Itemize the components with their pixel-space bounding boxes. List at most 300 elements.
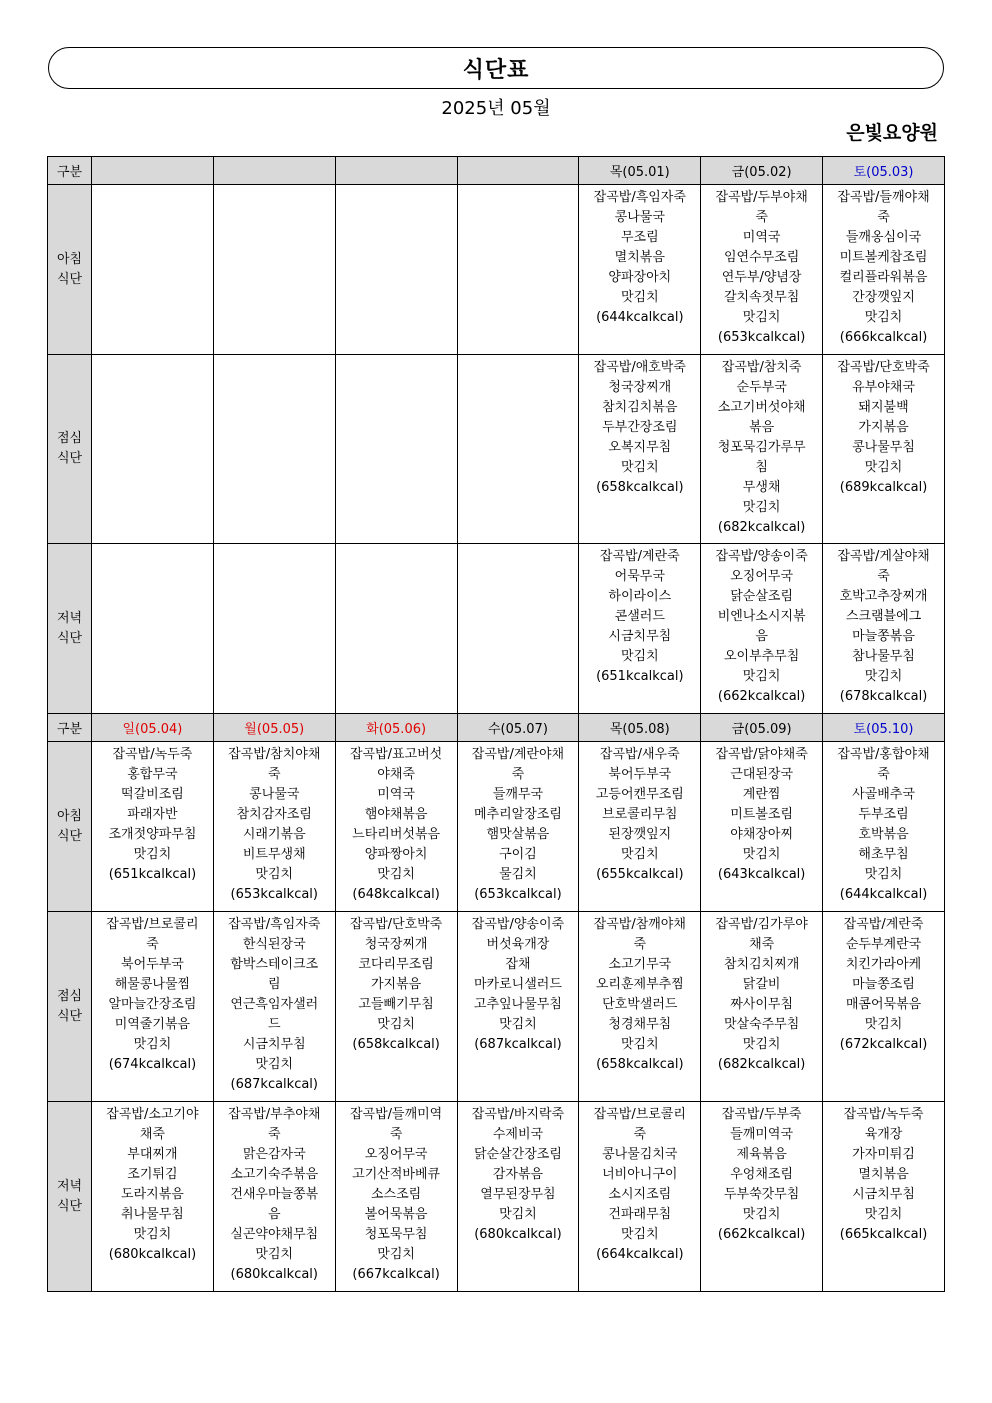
menu-item: 맛살숙주무침	[723, 1017, 800, 1032]
menu-cell	[701, 185, 823, 355]
menu-item: (653kcalkcal)	[230, 887, 318, 902]
menu-item: 두부쑥갓무침	[723, 1187, 800, 1202]
menu-item: 마늘쫑조림	[852, 977, 915, 992]
menu-item: 죽	[877, 569, 890, 584]
menu-cell	[213, 544, 335, 714]
menu-item: 죽	[267, 1127, 281, 1142]
menu-cell	[579, 185, 701, 355]
day-header: 목(05.01)	[579, 157, 701, 185]
menu-item: 잡곡밥/홍합야채	[837, 747, 930, 762]
menu-item: 맛김치	[742, 847, 781, 862]
menu-item: 닭순살간장조림	[474, 1147, 562, 1162]
menu-item: 연두부/양념장	[721, 270, 802, 285]
menu-item: 북어두부국	[608, 767, 672, 782]
menu-item: (658kcalkcal)	[596, 1057, 684, 1072]
menu-item: (658kcalkcal)	[352, 1037, 440, 1052]
menu-item: 잡곡밥/들깨미역	[349, 1107, 443, 1122]
menu-item: 림	[267, 977, 281, 992]
menu-cell	[213, 742, 335, 912]
menu-item: 맛김치	[742, 669, 781, 684]
menu-item: 북어두부국	[121, 957, 184, 972]
menu-item: 사골배추국	[852, 787, 915, 802]
menu-cell	[457, 912, 579, 1102]
menu-item: 건새우마늘쫑볶	[230, 1187, 319, 1202]
menu-item: 잡곡밥/녹두죽	[843, 1107, 924, 1122]
menu-item: 소스조림	[370, 1187, 422, 1202]
menu-item: 죽	[633, 1127, 647, 1142]
menu-item: 죽	[389, 1127, 403, 1142]
menu-item: 취나물무침	[121, 1207, 184, 1222]
meal-row	[48, 185, 945, 355]
menu-item: 잡곡밥/브로콜리	[106, 917, 199, 932]
menu-item: 맛김치	[133, 847, 172, 862]
menu-item: 컬리플라워볶음	[839, 270, 928, 285]
meal-row	[48, 355, 945, 544]
menu-item: 너비아니구이	[602, 1167, 678, 1182]
menu-item: 미역줄기볶음	[114, 1017, 191, 1032]
menu-item: 잡곡밥/단호박죽	[349, 917, 443, 932]
menu-item: (667kcalkcal)	[352, 1267, 440, 1282]
menu-item: (680kcalkcal)	[108, 1247, 197, 1262]
menu-item: 맛김치	[255, 867, 294, 882]
menu-item: 잡곡밥/표고버섯	[349, 747, 443, 762]
menu-cell	[823, 1102, 945, 1292]
menu-item: (682kcalkcal)	[717, 520, 806, 535]
menu-cell	[823, 544, 945, 714]
menu-item: 잡곡밥/양송이죽	[471, 917, 565, 932]
menu-item: 오징어무국	[364, 1147, 428, 1162]
menu-item: 순두부계란국	[845, 937, 922, 952]
menu-item: 맛김치	[377, 1247, 415, 1262]
menu-item: 음	[755, 629, 768, 644]
menu-item: 죽	[633, 937, 647, 952]
day-header	[213, 157, 335, 185]
menu-item: 맛김치	[620, 1227, 659, 1242]
menu-item: (678kcalkcal)	[839, 689, 928, 704]
menu-cell	[92, 912, 214, 1102]
menu-item: 느타리버섯볶음	[352, 827, 441, 842]
day-header	[335, 157, 457, 185]
menu-item: (643kcalkcal)	[717, 867, 806, 882]
day-header	[92, 157, 214, 185]
menu-cell	[823, 185, 945, 355]
menu-item: 잡곡밥/바지락죽	[471, 1107, 565, 1122]
menu-item: 맛김치	[255, 1247, 294, 1262]
menu-item: 시금치무침	[852, 1187, 915, 1202]
menu-item: 감자볶음	[492, 1167, 544, 1182]
menu-item: 참치김치찌개	[723, 957, 800, 972]
menu-cell	[457, 185, 579, 355]
day-header: 토(05.03)	[823, 157, 945, 185]
menu-item: 잡곡밥/브로콜리	[593, 1107, 686, 1122]
menu-item: 구이김	[499, 847, 537, 862]
menu-item: 열무된장무침	[480, 1187, 556, 1202]
menu-cell	[823, 355, 945, 544]
menu-item: 잡곡밥/녹두죽	[112, 747, 193, 762]
meal-label: 아침 식단	[48, 742, 92, 912]
menu-item: 죽	[755, 210, 768, 225]
menu-item: 잡곡밥/참치야채	[228, 747, 321, 762]
menu-item: 양파짱아치	[364, 847, 428, 862]
menu-item: (687kcalkcal)	[474, 1037, 562, 1052]
menu-item: 잡곡밥/계란죽	[599, 549, 680, 564]
menu-cell	[335, 185, 457, 355]
menu-item: 간장깻잎지	[852, 290, 915, 305]
menu-item: 잡곡밥/소고기야	[106, 1107, 199, 1122]
menu-item: 죽	[146, 937, 159, 952]
menu-item: 가지볶음	[858, 420, 909, 435]
menu-item: 잡곡밥/김가루야	[715, 917, 808, 932]
menu-cell	[457, 742, 579, 912]
meal-row	[48, 1102, 945, 1292]
menu-cell	[213, 355, 335, 544]
menu-item: 된장깻잎지	[608, 827, 672, 842]
menu-item: 짜사이무침	[730, 997, 794, 1012]
menu-item: 스크램블에그	[845, 609, 922, 624]
week-header-row	[48, 157, 945, 185]
day-header: 금(05.09)	[701, 714, 823, 742]
meal-label: 저녁 식단	[48, 1102, 92, 1292]
menu-item: 떡갈비조림	[121, 787, 184, 802]
menu-item: 들깨옹심이국	[845, 230, 922, 245]
menu-cell	[701, 742, 823, 912]
menu-item: 맛김치	[499, 1017, 537, 1032]
menu-cell	[701, 544, 823, 714]
menu-item: 침	[755, 460, 768, 475]
menu-item: 호박고추장찌개	[839, 589, 928, 604]
menu-item: 맛김치	[742, 1037, 781, 1052]
menu-item: 오이부추무침	[723, 649, 800, 664]
menu-item: (648kcalkcal)	[352, 887, 440, 902]
menu-item: 맛김치	[255, 1057, 294, 1072]
menu-cell	[213, 185, 335, 355]
menu-cell	[335, 742, 457, 912]
menu-item: 버섯육개장	[486, 937, 550, 952]
menu-cell	[701, 355, 823, 544]
menu-item: 맛김치	[864, 867, 903, 882]
day-header: 화(05.06)	[335, 714, 457, 742]
page-title: 식단표	[462, 57, 530, 83]
menu-item: 콩나물무침	[852, 440, 915, 455]
menu-item: 건파래무침	[608, 1207, 672, 1222]
menu-item: 시금치무침	[242, 1037, 306, 1052]
menu-item: 어묵무국	[614, 569, 665, 584]
menu-item: 맛김치	[742, 500, 781, 515]
menu-item: 고등어캔무조림	[595, 787, 684, 802]
menu-item: 드	[267, 1017, 281, 1032]
menu-item: 단호박샐러드	[602, 997, 678, 1012]
menu-cell	[823, 742, 945, 912]
meal-label: 점심 식단	[48, 355, 92, 544]
menu-item: 오징어무국	[730, 569, 794, 584]
menu-item: 잡곡밥/참치죽	[721, 360, 802, 375]
menu-item: (664kcalkcal)	[596, 1247, 684, 1262]
menu-item: 물김치	[499, 867, 537, 882]
menu-item: 부대찌개	[127, 1147, 178, 1162]
menu-item: 미트볼조림	[730, 807, 794, 822]
menu-item: 맛김치	[499, 1207, 537, 1222]
menu-item: 한식된장국	[242, 937, 306, 952]
menu-cell	[579, 1102, 701, 1292]
menu-item: 순두부국	[736, 380, 787, 395]
menu-item: 청포묵김가루무	[717, 440, 806, 455]
menu-item: (666kcalkcal)	[839, 330, 928, 345]
day-header: 목(05.08)	[579, 714, 701, 742]
menu-item: 미역국	[742, 230, 781, 245]
menu-item: 멸치볶음	[858, 1167, 909, 1182]
menu-item: 맛김치	[620, 649, 659, 664]
day-header: 토(05.10)	[823, 714, 945, 742]
menu-item: (653kcalkcal)	[474, 887, 562, 902]
menu-cell	[335, 355, 457, 544]
menu-item: 소고기무국	[608, 957, 672, 972]
menu-item: 호박볶음	[858, 827, 909, 842]
menu-item: 야채죽	[377, 767, 415, 782]
menu-item: 콘샐러드	[614, 609, 665, 624]
menu-item: 참나물무침	[852, 649, 915, 664]
menu-item: 맛김치	[864, 310, 903, 325]
menu-item: 오리훈제부추찜	[595, 977, 684, 992]
menu-item: (682kcalkcal)	[717, 1057, 806, 1072]
menu-item: 고추잎나물무침	[474, 997, 562, 1012]
menu-item: 맛김치	[864, 669, 903, 684]
menu-item: 잡곡밥/흑임자죽	[593, 190, 686, 205]
menu-cell	[579, 912, 701, 1102]
menu-item: 고기산적바베큐	[352, 1167, 441, 1182]
facility-name: 은빛요양원	[846, 122, 938, 144]
menu-item: (672kcalkcal)	[839, 1037, 928, 1052]
menu-item: (658kcalkcal)	[596, 480, 684, 495]
menu-item: 청국장찌개	[608, 380, 672, 395]
menu-item: 치킨가라아케	[845, 957, 922, 972]
menu-item: 비트무생채	[242, 847, 306, 862]
meal-label: 저녁 식단	[48, 544, 92, 714]
menu-item: 잡채	[505, 957, 531, 972]
menu-item: (689kcalkcal)	[839, 480, 928, 495]
menu-item: 볶음	[749, 420, 775, 435]
menu-item: 시래기볶음	[242, 827, 306, 842]
menu-item: 매콤어묵볶음	[845, 997, 922, 1012]
menu-item: (680kcalkcal)	[474, 1227, 562, 1242]
menu-item: (674kcalkcal)	[108, 1057, 197, 1072]
menu-cell	[457, 544, 579, 714]
menu-item: 맛김치	[377, 1017, 415, 1032]
menu-item: (665kcalkcal)	[839, 1227, 928, 1242]
menu-item: (687kcalkcal)	[230, 1077, 318, 1092]
menu-item: 맛김치	[377, 867, 415, 882]
menu-item: 시금치무침	[608, 629, 672, 644]
menu-item: 소시지조림	[608, 1187, 672, 1202]
menu-item: 우엉채조림	[730, 1167, 794, 1182]
menu-item: 참치김치볶음	[602, 400, 678, 415]
menu-item: 죽	[877, 767, 890, 782]
menu-cell	[457, 1102, 579, 1292]
menu-table	[47, 156, 945, 1292]
menu-item: (655kcalkcal)	[596, 867, 684, 882]
menu-item: 두부간장조림	[602, 420, 678, 435]
menu-item: 죽	[511, 767, 525, 782]
menu-item: 실곤약야채무침	[230, 1227, 319, 1242]
day-header: 수(05.07)	[457, 714, 579, 742]
menu-item: 홍합무국	[127, 767, 178, 782]
menu-item: 두부조림	[858, 807, 909, 822]
menu-item: 해초무침	[858, 847, 909, 862]
menu-item: 햄맛살볶음	[486, 827, 550, 842]
meal-row	[48, 742, 945, 912]
menu-item: 소고기버섯야채	[717, 400, 806, 415]
menu-item: 잡곡밥/새우죽	[599, 747, 680, 762]
menu-item: 마카로니샐러드	[474, 977, 562, 992]
month-label: 2025년 05월	[441, 98, 551, 119]
menu-item: 죽	[877, 210, 890, 225]
menu-item: 잡곡밥/흑임자죽	[228, 917, 321, 932]
menu-item: 콩나물김치국	[602, 1147, 678, 1162]
menu-cell	[701, 912, 823, 1102]
menu-item: 잡곡밥/두부죽	[721, 1107, 802, 1122]
menu-item: 멸치볶음	[614, 250, 665, 265]
menu-item: 야채장아찌	[730, 827, 794, 842]
menu-item: 연근흑임자샐러	[230, 997, 319, 1012]
menu-item: 돼지불백	[858, 400, 909, 415]
menu-item: 맛김치	[133, 1227, 172, 1242]
title-box	[48, 47, 944, 89]
menu-item: 청경채무침	[608, 1017, 672, 1032]
day-header: 일(05.04)	[92, 714, 214, 742]
menu-item: 닭갈비	[742, 977, 781, 992]
menu-item: 잡곡밥/양송이죽	[715, 549, 808, 564]
menu-cell	[335, 544, 457, 714]
menu-cell	[92, 185, 214, 355]
menu-item: 계란찜	[742, 787, 781, 802]
menu-item: (651kcalkcal)	[108, 867, 197, 882]
menu-item: 맛김치	[620, 1037, 659, 1052]
menu-cell	[92, 355, 214, 544]
menu-item: 청국장찌개	[364, 937, 428, 952]
menu-item: 갈치속젓무침	[723, 290, 800, 305]
menu-item: 함박스테이크조	[230, 957, 319, 972]
menu-item: 잡곡밥/계란죽	[843, 917, 924, 932]
section-label: 구분	[48, 714, 92, 742]
menu-cell	[335, 1102, 457, 1292]
menu-cell	[823, 912, 945, 1102]
menu-item: 죽	[267, 767, 281, 782]
menu-item: 잡곡밥/참깨야채	[593, 917, 686, 932]
menu-item: 맛김치	[864, 1017, 903, 1032]
menu-item: 볼어묵볶음	[364, 1207, 428, 1222]
menu-item: 맛김치	[133, 1037, 172, 1052]
menu-item: 조기튀김	[127, 1167, 178, 1182]
menu-item: 콩나물국	[614, 210, 665, 225]
menu-item: 콩나물국	[249, 787, 300, 802]
menu-item: 미트볼케찹조림	[839, 250, 928, 265]
menu-item: 임연수무조림	[723, 250, 800, 265]
menu-item: 맛김치	[864, 1207, 903, 1222]
menu-item: 비엔나소시지볶	[717, 609, 806, 624]
menu-item: 맛김치	[620, 290, 659, 305]
day-header: 금(05.02)	[701, 157, 823, 185]
menu-item: 가지볶음	[370, 977, 422, 992]
menu-item: (680kcalkcal)	[230, 1267, 318, 1282]
menu-item: 마늘쫑볶음	[852, 629, 915, 644]
menu-cell	[579, 355, 701, 544]
menu-item: 채죽	[139, 1127, 165, 1142]
menu-item: 맛김치	[742, 310, 781, 325]
menu-item: 유부야채국	[852, 380, 915, 395]
menu-item: 잡곡밥/부추야채	[228, 1107, 321, 1122]
menu-item: 제육볶음	[736, 1147, 787, 1162]
menu-item: 가자미튀김	[852, 1147, 915, 1162]
menu-cell	[335, 912, 457, 1102]
menu-item: 맛김치	[620, 460, 659, 475]
menu-item: 알마늘간장조림	[108, 997, 197, 1012]
menu-item: 청포묵무침	[364, 1227, 428, 1242]
day-header	[457, 157, 579, 185]
menu-item: 브로콜리무침	[602, 807, 678, 822]
menu-item: 참치감자조림	[236, 807, 312, 822]
menu-item: 오복지무침	[608, 440, 672, 455]
day-header: 월(05.05)	[213, 714, 335, 742]
menu-item: 잡곡밥/계란야채	[471, 747, 565, 762]
menu-item: (644kcalkcal)	[839, 887, 928, 902]
menu-item: 파래자반	[127, 807, 178, 822]
menu-cell	[457, 355, 579, 544]
menu-item: 고들빼기무침	[358, 997, 434, 1012]
menu-item: (662kcalkcal)	[717, 1227, 806, 1242]
menu-item: 들깨미역국	[730, 1127, 794, 1142]
menu-item: 잡곡밥/두부야채	[715, 190, 808, 205]
menu-item: 잡곡밥/닭야채죽	[715, 747, 808, 762]
menu-item: 해물콩나물찜	[114, 977, 191, 992]
menu-cell	[579, 544, 701, 714]
menu-item: 햄야채볶음	[364, 807, 428, 822]
menu-item: 하이라이스	[608, 589, 672, 604]
menu-item: 소고기숙주볶음	[230, 1167, 319, 1182]
menu-cell	[92, 544, 214, 714]
menu-item: 맛김치	[742, 1207, 781, 1222]
menu-item: 잡곡밥/단호박죽	[837, 360, 930, 375]
menu-item: 잡곡밥/애호박죽	[593, 360, 686, 375]
menu-item: (651kcalkcal)	[596, 669, 684, 684]
section-label: 구분	[48, 157, 92, 185]
menu-cell	[213, 1102, 335, 1292]
menu-item: (653kcalkcal)	[717, 330, 806, 345]
menu-item: 메추리알장조림	[474, 807, 562, 822]
meal-label: 점심 식단	[48, 912, 92, 1102]
menu-item: 근대된장국	[730, 767, 794, 782]
menu-item: 코다리무조림	[358, 957, 434, 972]
menu-cell	[213, 912, 335, 1102]
menu-item: 음	[267, 1207, 281, 1222]
menu-item: 육개장	[864, 1127, 903, 1142]
menu-item: 맑은감자국	[242, 1147, 306, 1162]
menu-cell	[579, 742, 701, 912]
menu-item: (644kcalkcal)	[596, 310, 684, 325]
menu-item: 무조림	[620, 230, 659, 245]
menu-item: 들깨무국	[492, 787, 544, 802]
menu-cell	[92, 742, 214, 912]
menu-item: 채죽	[749, 937, 775, 952]
meal-row	[48, 544, 945, 714]
meal-label: 아침 식단	[48, 185, 92, 355]
menu-item: 맛김치	[620, 847, 659, 862]
meal-row	[48, 912, 945, 1102]
menu-item: 수제비국	[492, 1127, 544, 1142]
menu-cell	[92, 1102, 214, 1292]
menu-item: 도라지볶음	[121, 1187, 184, 1202]
menu-item: 미역국	[377, 787, 415, 802]
menu-item: (662kcalkcal)	[717, 689, 806, 704]
week-header-row	[48, 714, 945, 742]
